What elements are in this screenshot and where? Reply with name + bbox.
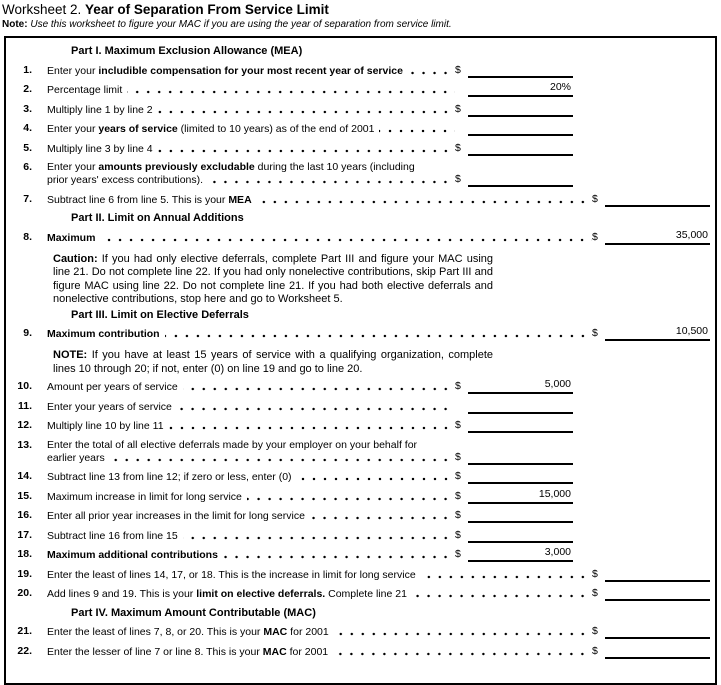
dollar-sign: $ <box>455 173 461 185</box>
entry-line <box>468 451 573 465</box>
line-text-group <box>47 381 178 394</box>
dot-leader <box>110 453 455 465</box>
line-description-row2 <box>47 452 455 465</box>
dollar-sign: $ <box>592 327 598 339</box>
line-text: Maximum increase in limit for long service <box>47 490 242 503</box>
line-text-group <box>47 530 178 543</box>
row-tail-spacer <box>573 503 712 504</box>
row-tail-spacer <box>573 413 712 414</box>
line-text-group <box>47 65 403 78</box>
worksheet-line-6 <box>12 161 712 187</box>
part-header: Part II. Limit on Annual Additions <box>71 212 244 224</box>
line-description <box>47 194 592 207</box>
worksheet-line-13 <box>12 439 712 465</box>
line-number: 19. <box>17 567 32 580</box>
worksheet-box <box>4 36 717 685</box>
line-description <box>47 491 455 504</box>
row-tail-spacer <box>573 116 712 117</box>
dollar-sign-empty <box>455 413 468 414</box>
row-tail-spacer <box>710 244 712 245</box>
worksheet-line-14 <box>12 470 712 484</box>
dot-leader <box>247 492 455 504</box>
line-description <box>47 161 455 187</box>
line-text: prior years' excess contributions). <box>47 174 204 186</box>
line-number: 2. <box>23 83 32 95</box>
row-tail-spacer <box>573 483 712 484</box>
worksheet-line-9 <box>12 327 712 341</box>
entry-line <box>605 228 710 245</box>
dot-leader <box>257 195 592 207</box>
line-number: 10. <box>17 380 32 392</box>
worksheet-line-15 <box>12 487 712 504</box>
entry-line <box>468 509 573 523</box>
dot-leader <box>158 144 455 156</box>
entry-line <box>605 193 710 207</box>
entry-line <box>468 400 573 414</box>
line-text-bold: years of service <box>98 123 178 135</box>
dot-leader <box>100 233 592 245</box>
row-tail-spacer <box>573 186 712 187</box>
row-tail-spacer <box>573 77 712 78</box>
dollar-sign: $ <box>455 509 461 521</box>
line-text-bold: limit on elective deferrals. <box>196 588 326 600</box>
line-number: 21. <box>17 625 32 637</box>
worksheet-line-4 <box>12 122 712 136</box>
worksheet-line-16 <box>12 509 712 523</box>
dollar-sign: $ <box>455 450 461 463</box>
line-text: Percentage limit <box>47 84 123 96</box>
entry-line <box>468 64 573 78</box>
part-header: Part I. Maximum Exclusion Allowance (MEA) <box>71 45 303 57</box>
line-description <box>47 420 455 433</box>
row-tail-spacer <box>710 206 712 207</box>
dot-leader <box>158 105 455 117</box>
line-number: 13. <box>17 438 32 451</box>
row-tail-spacer <box>573 542 712 543</box>
worksheet-line-5 <box>12 142 712 156</box>
line-description-row1 <box>47 161 455 174</box>
worksheet-line-12 <box>12 419 712 433</box>
line-number: 16. <box>17 509 32 521</box>
line-text: Subtract line 13 from line 12; if zero or less, enter (0) <box>47 471 292 483</box>
worksheet-line-22 <box>12 645 712 659</box>
dollar-sign: $ <box>592 192 598 205</box>
dot-leader <box>127 85 455 97</box>
dollar-sign: $ <box>455 63 461 76</box>
dot-leader <box>183 382 455 394</box>
line-text: Enter the total of all elective deferrals made by your employer on your behalf for <box>47 438 418 451</box>
entry-value: 15,000 <box>538 487 571 500</box>
line-text-group <box>47 84 122 97</box>
line-description <box>47 84 455 97</box>
dollar-sign: $ <box>455 470 461 482</box>
line-text-group <box>47 420 164 433</box>
worksheet-title-prefix: Worksheet 2. <box>2 2 86 17</box>
note-paragraph <box>53 349 493 376</box>
dot-leader <box>408 66 455 78</box>
line-text: Multiply line 10 by line 11 <box>47 420 164 432</box>
line-text-group <box>47 626 329 639</box>
note-text: Use this worksheet to figure your MAC if you are using the year of separation from service limit. <box>30 19 452 30</box>
line-description <box>47 232 592 245</box>
line-number: 15. <box>17 489 32 502</box>
dot-leader <box>223 550 455 562</box>
part-header: Part III. Limit on Elective Deferrals <box>71 308 249 321</box>
entry-value: 20% <box>549 81 571 93</box>
worksheet-note <box>2 19 721 31</box>
line-description <box>47 646 592 659</box>
line-description <box>47 626 592 639</box>
dollar-sign: $ <box>455 380 461 392</box>
line-text: Enter all prior year increases in the limit for long service <box>47 510 305 522</box>
note-label: Note: <box>2 19 28 30</box>
dot-leader <box>334 627 592 639</box>
row-tail-spacer <box>710 658 712 659</box>
worksheet-line-2 <box>12 83 712 97</box>
line-description <box>47 381 455 394</box>
line-text-bold: Maximum additional contributions <box>47 549 218 561</box>
dot-leader <box>421 570 592 582</box>
dollar-sign: $ <box>455 102 461 115</box>
line-number: 6. <box>23 161 32 173</box>
dollar-sign: $ <box>455 528 461 541</box>
line-description <box>47 588 592 601</box>
entry-value: 3,000 <box>544 546 571 558</box>
line-text: Amount per years of service <box>47 381 178 393</box>
entry-line <box>468 83 573 97</box>
line-description <box>47 123 455 136</box>
line-text-group <box>47 646 328 659</box>
entry-line <box>605 327 710 341</box>
line-text-wrap <box>47 452 105 465</box>
worksheet-line-11 <box>12 400 712 414</box>
dollar-sign-empty <box>455 135 468 136</box>
note-paragraph-label: NOTE: <box>53 349 88 361</box>
line-number: 17. <box>17 528 32 541</box>
line-number: 9. <box>23 327 32 339</box>
dollar-sign: $ <box>455 548 461 560</box>
worksheet-line-1 <box>12 64 712 78</box>
line-number: 4. <box>23 122 32 134</box>
line-number: 20. <box>17 587 32 599</box>
entry-line <box>468 529 573 543</box>
entry-line <box>605 645 710 659</box>
dollar-sign: $ <box>592 644 598 657</box>
worksheet-line-20 <box>12 587 712 601</box>
entry-value: 5,000 <box>544 378 571 390</box>
worksheet-line-17 <box>12 529 712 543</box>
dot-leader <box>177 402 455 414</box>
part-header: Part IV. Maximum Amount Contributable (MAC) <box>71 606 316 619</box>
entry-line <box>468 122 573 136</box>
line-description <box>47 510 455 523</box>
entry-value: 35,000 <box>675 228 708 241</box>
worksheet-line-8 <box>12 228 712 245</box>
line-text-group <box>47 588 407 601</box>
line-text: Enter the least of lines 7, 8, or 20. This is your <box>47 626 264 638</box>
row-tail-spacer <box>573 432 712 433</box>
line-number: 5. <box>23 141 32 154</box>
entry-line <box>468 470 573 484</box>
dollar-sign: $ <box>455 141 461 154</box>
dot-leader <box>412 589 592 601</box>
dollar-sign: $ <box>455 419 461 431</box>
line-text: Complete line 21 <box>325 588 407 600</box>
line-text-group <box>47 491 242 504</box>
line-text-group <box>47 549 218 562</box>
line-description <box>47 328 592 341</box>
worksheet-title <box>2 2 721 17</box>
row-tail-spacer <box>573 96 712 97</box>
line-text: for 2001 <box>286 645 329 658</box>
worksheet-title-main: Year of Separation From Service Limit <box>85 2 329 17</box>
line-text-group <box>47 143 153 156</box>
entry-value: 10,500 <box>675 325 708 337</box>
line-text-group <box>47 232 95 245</box>
dot-leader <box>169 421 455 433</box>
line-text: during the last 10 years (including <box>254 161 415 173</box>
row-tail-spacer <box>573 464 712 465</box>
dollar-sign: $ <box>592 587 598 599</box>
dollar-sign-empty <box>455 96 468 97</box>
line-description <box>47 471 455 484</box>
line-text-bold: amounts previously excludable <box>98 161 255 173</box>
line-number: 14. <box>17 470 32 482</box>
dot-leader <box>297 472 455 484</box>
line-text: Enter your years of service <box>47 400 172 413</box>
entry-line <box>605 587 710 601</box>
row-tail-spacer <box>710 638 712 639</box>
entry-line <box>605 625 710 639</box>
line-description <box>47 439 455 465</box>
line-text-group <box>47 328 160 341</box>
line-text-bold: Maximum <box>47 231 96 244</box>
entry-line <box>468 142 573 156</box>
line-text-bold: Maximum contribution <box>47 328 160 340</box>
worksheet-line-10 <box>12 380 712 394</box>
line-number: 7. <box>23 192 32 205</box>
row-tail-spacer <box>710 600 712 601</box>
line-text: Enter the least of lines 14, 17, or 18. This is the increase in limit for long service <box>47 568 416 581</box>
entry-line <box>468 103 573 117</box>
dot-leader <box>183 531 455 543</box>
line-text-group <box>47 471 292 484</box>
line-description-row1 <box>47 439 455 452</box>
worksheet-line-19 <box>12 568 712 582</box>
line-text: (limited to 10 years) as of the end of 2001 <box>177 123 375 135</box>
line-text-bold: MAC <box>263 626 288 638</box>
row-tail-spacer <box>710 581 712 582</box>
line-description <box>47 143 455 156</box>
line-description <box>47 104 455 117</box>
worksheet-line-7 <box>12 193 712 207</box>
line-text: Multiply line 1 by line 2 <box>47 103 153 116</box>
line-text: Add lines 9 and 19. This is your <box>47 588 197 600</box>
line-number: 22. <box>17 644 32 657</box>
line-number: 11. <box>17 399 32 412</box>
entry-line <box>468 548 573 562</box>
dot-leader <box>379 124 455 136</box>
line-description <box>47 530 455 543</box>
line-text: Enter your <box>47 64 99 77</box>
dot-leader <box>333 647 592 659</box>
line-text: Subtract line 6 from line 5. This is your <box>47 193 229 206</box>
line-text-group <box>47 401 172 414</box>
line-number: 18. <box>17 548 32 560</box>
line-description <box>47 401 455 414</box>
entry-line <box>468 487 573 504</box>
dollar-sign: $ <box>455 489 461 502</box>
line-text-group <box>47 510 305 523</box>
row-tail-spacer <box>573 135 712 136</box>
line-text: Enter the lesser of line 7 or line 8. This is your <box>47 645 263 658</box>
row-tail-spacer <box>573 561 712 562</box>
dollar-sign: $ <box>592 230 598 243</box>
line-number: 1. <box>23 63 32 76</box>
line-text-group <box>47 194 252 207</box>
line-text: for 2001 <box>287 626 329 638</box>
line-text-wrap <box>47 174 203 187</box>
line-text-bold: includible compensation for your most recent year of service <box>98 64 403 77</box>
worksheet-line-18 <box>12 548 712 562</box>
note-paragraph-text: If you had only elective deferrals, complete Part III and figure your MAC using line 21. Do not complete line 22. If you had only nonelective contributions, skip Part III and figure MAC using line 22. Do not complete line 21. If you had both elective deferrals and nonelective contributions, stop here and go to Worksheet 5. <box>53 252 493 305</box>
line-text-group <box>47 123 374 136</box>
note-paragraph <box>53 253 493 307</box>
line-number: 3. <box>23 102 32 115</box>
line-text: Multiply line 3 by line 4 <box>47 142 153 155</box>
row-tail-spacer <box>573 522 712 523</box>
entry-line <box>468 380 573 394</box>
worksheet-line-21 <box>12 625 712 639</box>
entry-line <box>468 419 573 433</box>
line-text: Enter your <box>47 123 99 135</box>
entry-line <box>468 173 573 187</box>
row-tail-spacer <box>573 393 712 394</box>
note-paragraph-text: If you have at least 15 years of service with a qualifying organization, complete lines 10 through 20; if not, enter (0) on line 19 and go to line 20. <box>53 349 493 375</box>
line-text-bold: MEA <box>228 193 252 206</box>
line-description <box>47 569 592 582</box>
line-description <box>47 549 455 562</box>
line-text-group <box>47 104 153 117</box>
worksheet-line-3 <box>12 103 712 117</box>
row-tail-spacer <box>710 340 712 341</box>
row-tail-spacer <box>573 155 712 156</box>
dollar-sign: $ <box>592 567 598 580</box>
dot-leader <box>310 511 455 523</box>
line-text: Enter your <box>47 161 99 173</box>
line-text-bold: MAC <box>262 645 287 658</box>
line-text: Subtract line 16 from line 15 <box>47 529 178 542</box>
line-text: earlier years <box>47 451 105 464</box>
dot-leader <box>208 175 455 187</box>
dot-leader <box>165 329 592 341</box>
line-number: 8. <box>23 230 32 243</box>
entry-line <box>605 568 710 582</box>
line-description <box>47 65 455 78</box>
line-number: 12. <box>17 419 32 431</box>
line-text-group <box>47 569 416 582</box>
note-paragraph-label: Caution: <box>53 252 98 265</box>
line-description-row2 <box>47 174 455 187</box>
dollar-sign: $ <box>592 625 598 637</box>
